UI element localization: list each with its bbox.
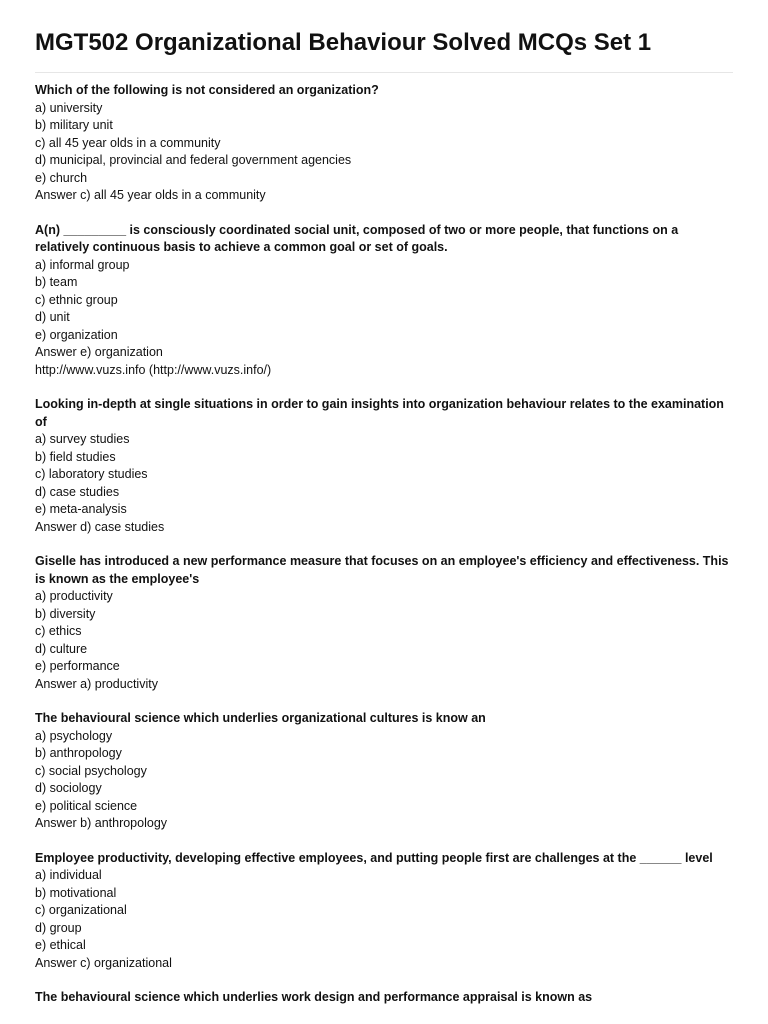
question-4 bbox=[35, 553, 735, 693]
answer-text: Answer d) case studies bbox=[35, 519, 165, 534]
question-text: The behavioural science which underlies organizational cultures is know an bbox=[35, 711, 486, 725]
option-a: a) individual bbox=[35, 868, 102, 882]
option-d: d) sociology bbox=[35, 781, 102, 795]
option-a: a) survey studies bbox=[35, 432, 130, 446]
question-text: Looking in-depth at single situations in order to gain insights into organization behaviour relates to the examination of bbox=[35, 397, 724, 429]
option-e: e) organization bbox=[35, 327, 118, 342]
option-d: d) group bbox=[35, 920, 82, 935]
option-e: e) performance bbox=[35, 659, 120, 673]
option-c: c) laboratory studies bbox=[35, 467, 148, 481]
question-text: A(n) _________ is consciously coordinated social unit, composed of two or more people, that functions on a relatively continuous basis to achieve a common goal or set of goals. bbox=[35, 222, 679, 254]
answer-text: Answer a) productivity bbox=[35, 676, 158, 691]
question-list bbox=[35, 82, 735, 1024]
option-e: e) church bbox=[35, 170, 88, 185]
question-text: Employee productivity, developing effective employees, and putting people first are challenges at the ______ level bbox=[35, 850, 713, 865]
option-d: d) case studies bbox=[35, 484, 120, 499]
option-e: e) ethical bbox=[35, 938, 86, 952]
answer-text: Answer c) organizational bbox=[35, 955, 172, 970]
question-2 bbox=[35, 222, 735, 380]
option-d: d) unit bbox=[35, 310, 70, 324]
option-e: e) meta-analysis bbox=[35, 502, 127, 516]
question-5 bbox=[35, 710, 735, 833]
option-c: c) organizational bbox=[35, 903, 127, 917]
option-b: b) anthropology bbox=[35, 746, 122, 760]
option-e: e) political science bbox=[35, 798, 138, 813]
question-1 bbox=[35, 82, 735, 205]
page-title: MGT502 Organizational Behaviour Solved MCQs Set 1 bbox=[35, 29, 652, 56]
question-3 bbox=[35, 396, 735, 536]
option-d: d) municipal, provincial and federal government agencies bbox=[35, 153, 352, 167]
option-c: c) ethics bbox=[35, 624, 82, 638]
option-a: a) university bbox=[35, 100, 103, 115]
answer-text: Answer b) anthropology bbox=[35, 816, 168, 830]
option-b: b) team bbox=[35, 275, 78, 289]
option-b: b) diversity bbox=[35, 606, 96, 621]
option-c: c) ethnic group bbox=[35, 292, 118, 307]
question-text: The behavioural science which underlies work design and performance appraisal is known as bbox=[35, 990, 593, 1004]
option-c: c) all 45 year olds in a community bbox=[35, 135, 221, 150]
option-d: d) culture bbox=[35, 641, 88, 656]
option-b: b) motivational bbox=[35, 885, 117, 900]
source-link[interactable]: http://www.vuzs.info (http://www.vuzs.info/) bbox=[35, 362, 272, 377]
option-a: a) informal group bbox=[35, 257, 130, 272]
answer-text: Answer e) organization bbox=[35, 345, 163, 359]
option-a: a) productivity bbox=[35, 589, 113, 603]
option-b: b) military unit bbox=[35, 118, 113, 132]
option-b: b) field studies bbox=[35, 449, 116, 464]
title-divider bbox=[35, 72, 733, 73]
option-c: c) social psychology bbox=[35, 763, 147, 778]
question-text: Giselle has introduced a new performance measure that focuses on an employee's efficiency and effectiveness. This is known as the employee's bbox=[35, 554, 729, 586]
answer-text: Answer c) all 45 year olds in a community bbox=[35, 188, 266, 202]
question-6 bbox=[35, 850, 735, 973]
question-7 bbox=[35, 989, 735, 1007]
option-a: a) psychology bbox=[35, 728, 113, 743]
question-text: Which of the following is not considered an organization? bbox=[35, 83, 379, 97]
